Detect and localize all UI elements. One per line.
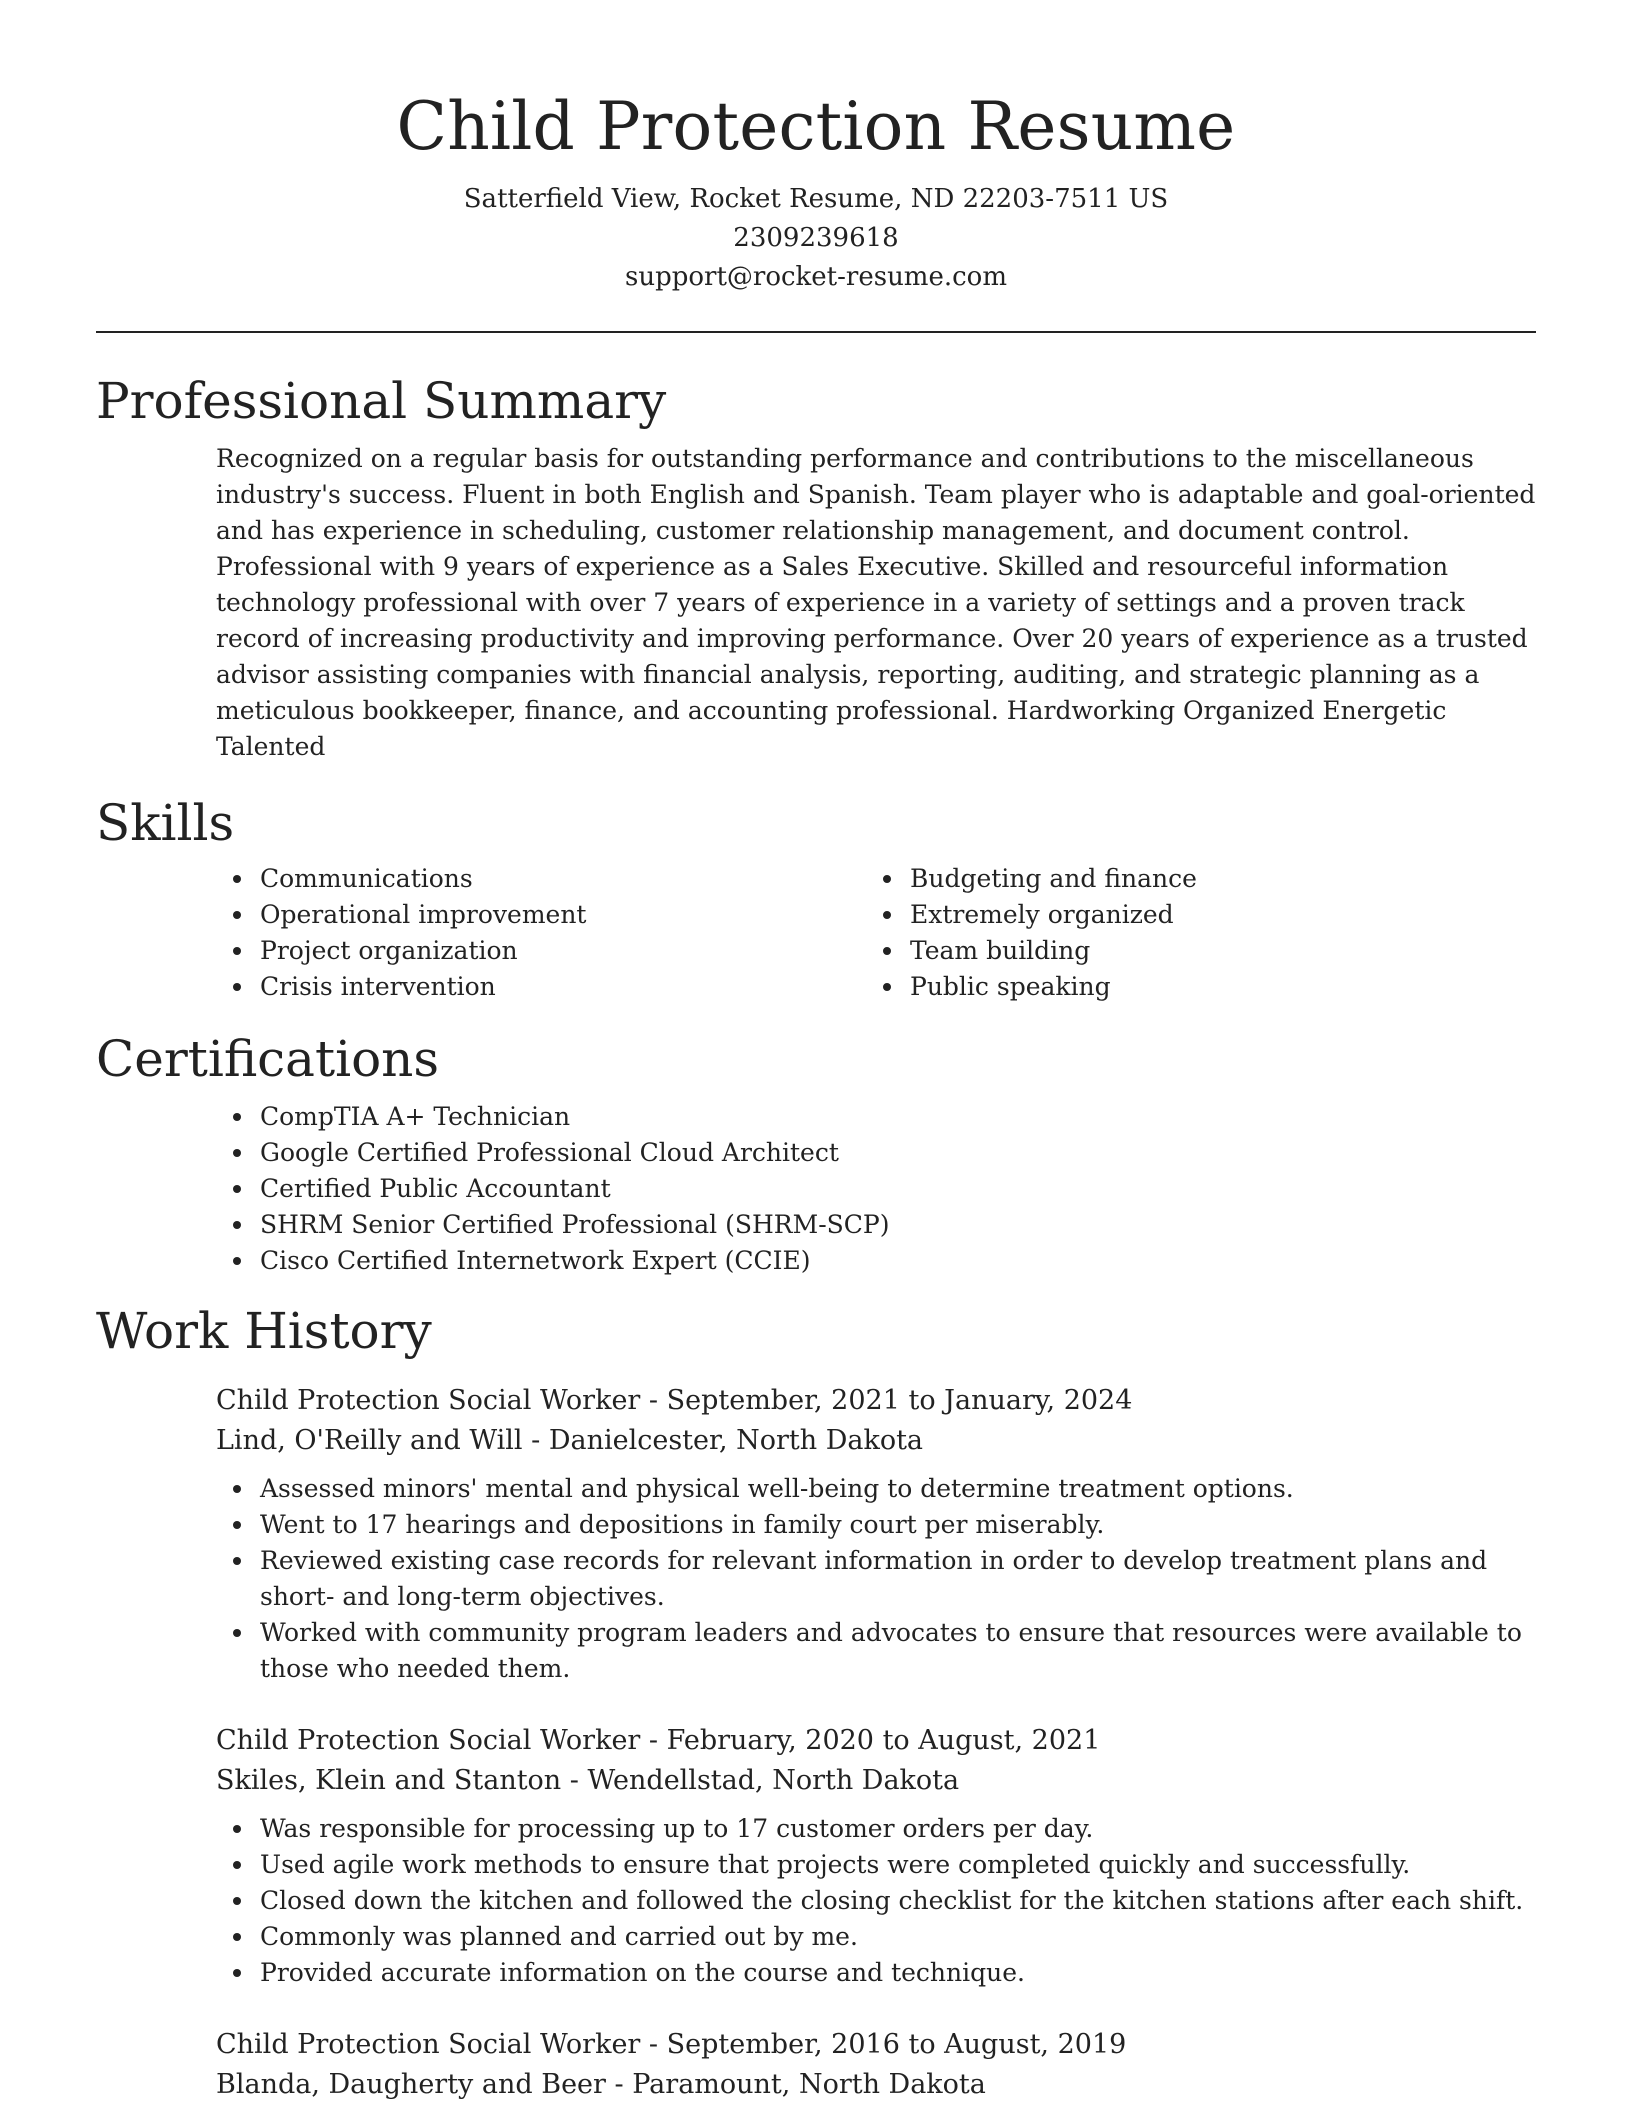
skill-item: Public speaking bbox=[866, 969, 1516, 1005]
skills-column-left bbox=[216, 861, 866, 1005]
contact-email: support@rocket-resume.com bbox=[624, 262, 1007, 292]
contact-address: Satterfield View, Rocket Resume, ND 22203-7511 US bbox=[463, 184, 1169, 214]
resume-page bbox=[96, 0, 1536, 2105]
job-duty-item: Used agile work methods to ensure that projects were completed quickly and successfully. bbox=[216, 1847, 1546, 1883]
job-duty-item: Went to 17 hearings and depositions in family court per miserably. bbox=[216, 1507, 1546, 1543]
job-duty-item: Assessed minors' mental and physical well-being to determine treatment options. bbox=[216, 1471, 1546, 1507]
certifications-heading: Certifications bbox=[96, 1030, 440, 1088]
job-duty-item: Closed down the kitchen and followed the closing checklist for the kitchen stations after each shift. bbox=[216, 1883, 1546, 1919]
skill-item: Project organization bbox=[216, 933, 866, 969]
summary-text: Recognized on a regular basis for outstanding performance and contributions to the miscellaneous industry's success. Fluent in both English and Spanish. Team player who is adaptable and goal-oriented and has experience in scheduling, customer relationship management, and document control. Professional with 9 years of experience as a Sales Executive. Skilled and resourceful information technology professional with over 7 years of experience in a variety of settings and a proven track record of increasing productivity and improving performance. Over 20 years of experience as a trusted advisor assisting companies with financial analysis, reporting, auditing, and strategic planning as a meticulous bookkeeper, finance, and accounting professional. Hardworking Organized Energetic Talented bbox=[216, 444, 1536, 761]
header-divider bbox=[96, 331, 1536, 333]
contact-phone: 2309239618 bbox=[733, 223, 899, 253]
job-duties bbox=[216, 1471, 1546, 1687]
job-company-location: Skiles, Klein and Stanton - Wendellstad, North Dakota bbox=[216, 1765, 960, 1796]
certification-item: Cisco Certified Internetwork Expert (CCIE) bbox=[216, 1243, 1536, 1279]
job-company-location: Lind, O'Reilly and Will - Danielcester, North Dakota bbox=[216, 1425, 924, 1456]
job-duties bbox=[216, 1811, 1546, 1991]
skill-item: Budgeting and finance bbox=[866, 861, 1516, 897]
skill-item: Communications bbox=[216, 861, 866, 897]
certification-item: SHRM Senior Certified Professional (SHRM-SCP) bbox=[216, 1207, 1536, 1243]
job-title-dates: Child Protection Social Worker - February, 2020 to August, 2021 bbox=[216, 1725, 1101, 1756]
job-duty-item: Commonly was planned and carried out by me. bbox=[216, 1919, 1546, 1955]
job-entry bbox=[216, 1381, 1536, 1687]
resume-header bbox=[96, 0, 1536, 297]
job-title-dates: Child Protection Social Worker - September, 2021 to January, 2024 bbox=[216, 1385, 1133, 1416]
job-duty-item: Was responsible for processing up to 17 customer orders per day. bbox=[216, 1811, 1546, 1847]
skill-item: Operational improvement bbox=[216, 897, 866, 933]
job-company-location: Blanda, Daugherty and Beer - Paramount, North Dakota bbox=[216, 2069, 986, 2100]
skill-item: Crisis intervention bbox=[216, 969, 866, 1005]
job-duty-item: Reviewed existing case records for relevant information in order to develop treatment plans and short- and long-term objectives. bbox=[216, 1543, 1546, 1615]
contact-info bbox=[96, 180, 1536, 297]
skill-item: Team building bbox=[866, 933, 1516, 969]
job-duty-item: Worked with community program leaders and advocates to ensure that resources were available to those who needed them. bbox=[216, 1615, 1546, 1687]
skills-column-right bbox=[866, 861, 1516, 1005]
certifications-list bbox=[216, 1099, 1536, 1279]
resume-title: Child Protection Resume bbox=[396, 88, 1236, 165]
certification-item: Google Certified Professional Cloud Architect bbox=[216, 1135, 1536, 1171]
certification-item: CompTIA A+ Technician bbox=[216, 1099, 1536, 1135]
skills-list bbox=[216, 861, 1536, 1005]
job-entry bbox=[216, 2025, 1536, 2105]
job-title-dates: Child Protection Social Worker - September, 2016 to August, 2019 bbox=[216, 2029, 1127, 2060]
skill-item: Extremely organized bbox=[866, 897, 1516, 933]
job-duty-item: Provided accurate information on the course and technique. bbox=[216, 1955, 1546, 1991]
certification-item: Certified Public Accountant bbox=[216, 1171, 1536, 1207]
job-entry bbox=[216, 1721, 1536, 1991]
skills-heading: Skills bbox=[96, 794, 235, 852]
work-history-heading: Work History bbox=[96, 1302, 432, 1360]
summary-heading: Professional Summary bbox=[96, 372, 667, 430]
